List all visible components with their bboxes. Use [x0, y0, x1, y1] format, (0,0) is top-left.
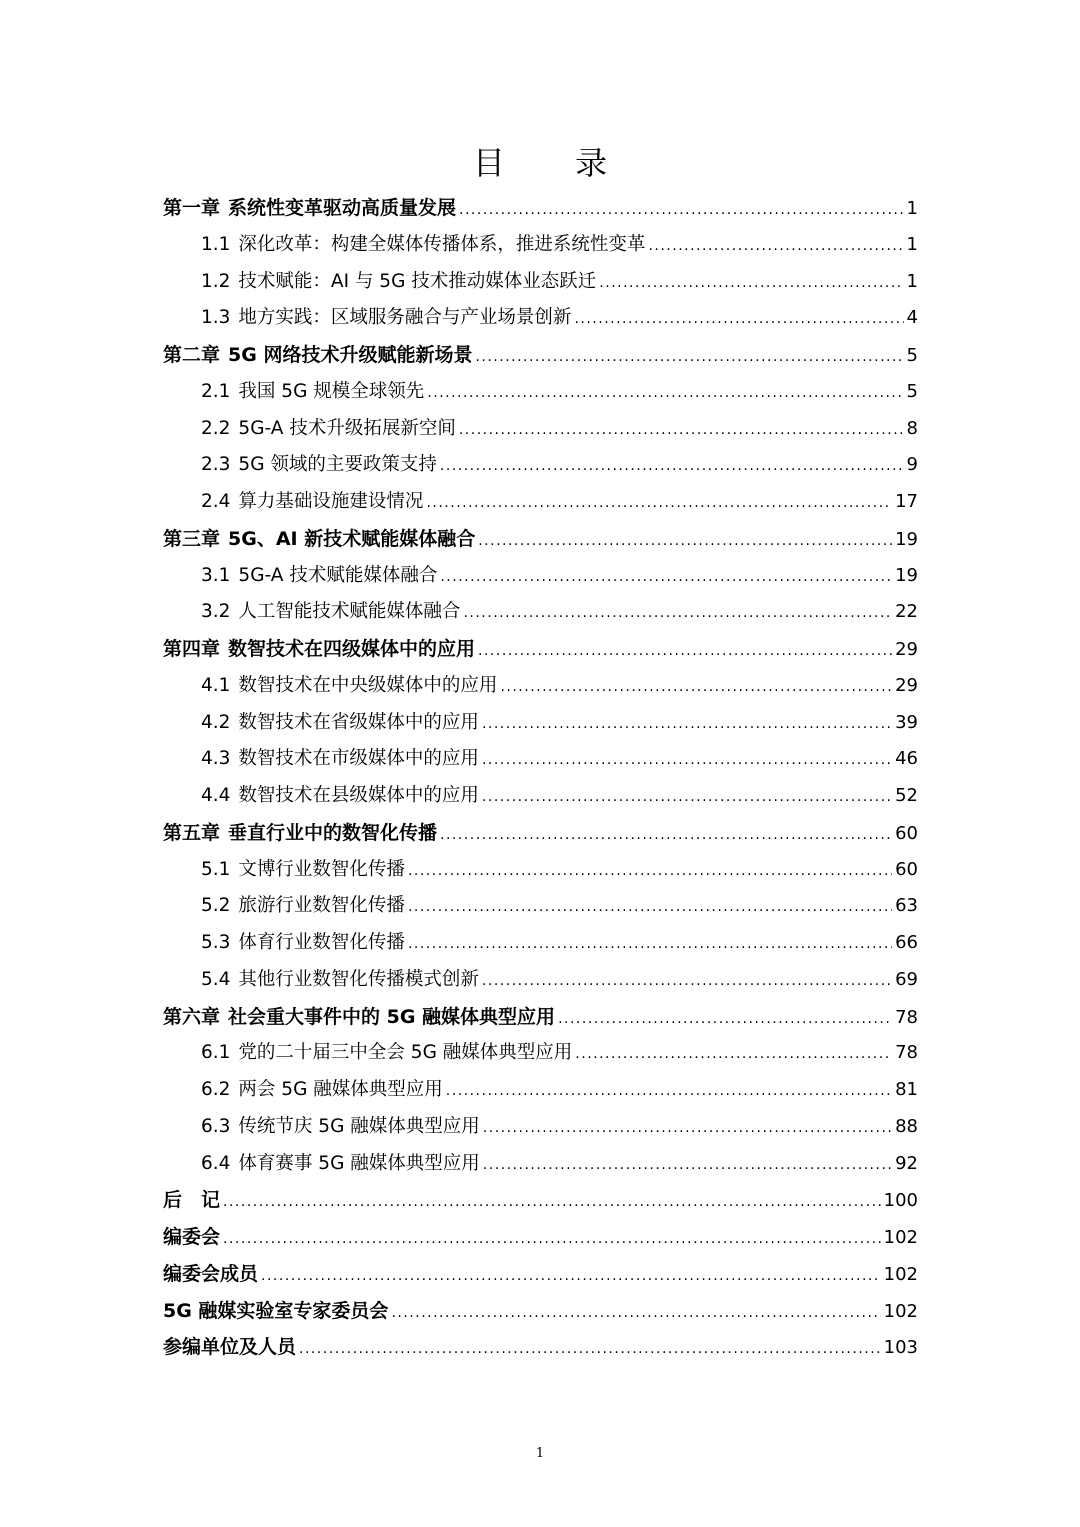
toc-entry-number: 4.3: [201, 748, 231, 770]
toc-entry-title: 5G 领域的主要政策支持: [238, 454, 437, 476]
toc-entry-title: 人工智能技术赋能媒体融合: [238, 601, 461, 623]
toc-entry-label: [201, 1109, 480, 1146]
toc-section-entry[interactable]: [163, 558, 918, 595]
toc-page-number: 1: [906, 233, 918, 255]
toc-section-entry[interactable]: [163, 1035, 918, 1072]
toc-entry-label: [201, 852, 405, 889]
toc-entry-number: 6.3: [201, 1115, 231, 1137]
toc-page-number: 52: [895, 785, 918, 806]
toc-section-entry[interactable]: [163, 962, 918, 999]
toc-section-entry[interactable]: [163, 705, 918, 742]
toc-entry-number: 4.2: [201, 711, 231, 733]
dot-leader: [426, 485, 892, 522]
toc-page-number: 66: [895, 932, 918, 953]
toc-section-entry[interactable]: [163, 1109, 918, 1146]
toc-entry-title: 5G、AI 新技术赋能媒体融合: [228, 527, 476, 550]
toc-entry-label: [201, 668, 497, 705]
dot-leader: [478, 523, 892, 560]
toc-section-entry[interactable]: [163, 300, 918, 337]
toc-entry-title: 数智技术在中央级媒体中的应用: [238, 674, 498, 696]
toc-page-number: 78: [895, 1006, 918, 1028]
toc-chapter-entry[interactable]: [163, 521, 918, 558]
toc-page-number: 63: [895, 895, 918, 917]
toc-section-entry[interactable]: [163, 264, 918, 301]
toc-entry-title: 旅游行业数智化传播: [238, 895, 405, 917]
dot-leader: [475, 339, 903, 376]
toc-entry-number: 第一章: [163, 197, 221, 219]
toc-entry-label: [201, 411, 456, 448]
toc-entry-label: [163, 631, 475, 668]
toc-entry-title: 参编单位及人员: [163, 1336, 297, 1359]
toc-page-number: 78: [895, 1042, 918, 1064]
toc-page-number: 5: [906, 380, 918, 402]
toc-entry-label: [201, 447, 437, 484]
toc-entry-label: [201, 778, 479, 815]
toc-page-number: 102: [883, 1263, 918, 1285]
dot-leader: [440, 448, 904, 485]
toc-page-number: 19: [895, 564, 918, 586]
toc-entry-label: [201, 888, 405, 925]
dot-leader: [391, 1295, 880, 1332]
toc-entry-label: [201, 1072, 443, 1109]
toc-chapter-entry[interactable]: [163, 190, 918, 227]
toc-section-entry[interactable]: [163, 778, 918, 815]
toc-entry-number: 1.1: [201, 233, 231, 255]
dot-leader: [648, 228, 903, 265]
toc-page-number: 5: [906, 345, 918, 366]
toc-entry-title: 数智技术在市级媒体中的应用: [238, 748, 479, 770]
toc-entry-number: 2.1: [201, 380, 231, 402]
toc-section-entry[interactable]: [163, 374, 918, 411]
toc-entry-title: 我国 5G 规模全球领先: [238, 380, 425, 402]
toc-entry-number: 第二章: [163, 344, 221, 366]
dot-leader: [261, 1258, 881, 1295]
toc-entry-title: 数智技术在省级媒体中的应用: [238, 711, 479, 733]
toc-entry-title: 数智技术在县级媒体中的应用: [238, 785, 479, 806]
toc-entry-number: 6.1: [201, 1042, 231, 1064]
toc-entry-label: [201, 1146, 480, 1183]
dot-leader: [558, 1001, 892, 1038]
toc-page-number: 1: [906, 198, 918, 219]
toc-entry-number: 5.1: [201, 858, 231, 880]
toc-entry-number: 5.3: [201, 932, 231, 953]
toc-page-number: 46: [895, 748, 918, 770]
toc-entry-title: 体育行业数智化传播: [238, 932, 405, 953]
dot-leader: [463, 595, 892, 632]
toc-entry-title: 地方实践：区域服务融合与产业场景创新: [238, 307, 572, 329]
toc-entry-title: 传统节庆 5G 融媒体典型应用: [238, 1115, 480, 1137]
toc-page-number: 17: [895, 491, 918, 512]
dot-leader: [299, 1331, 881, 1368]
toc-entry-number: 3.2: [201, 601, 231, 623]
toc-entry-label: [201, 227, 645, 264]
toc-page-number: 19: [895, 528, 918, 550]
toc-entry-label: [201, 374, 424, 411]
dot-leader: [459, 412, 904, 449]
dot-leader: [459, 192, 904, 229]
toc-entry-label: [163, 190, 456, 227]
toc-entry-title: 5G-A 技术升级拓展新空间: [238, 417, 456, 439]
toc-section-entry[interactable]: [163, 925, 918, 962]
toc-entry-label: [163, 521, 475, 558]
dot-leader: [408, 889, 892, 926]
toc-chapter-entry[interactable]: [163, 1219, 918, 1256]
toc-page-number: 22: [895, 601, 918, 623]
toc-section-entry[interactable]: [163, 594, 918, 631]
toc-page-number: 29: [895, 674, 918, 696]
toc-entry-title: 文博行业数智化传播: [238, 858, 405, 880]
toc-entry-title: 技术赋能：AI 与 5G 技术推动媒体业态跃迁: [238, 270, 597, 292]
toc-entry-title: 垂直行业中的数智化传播: [228, 821, 438, 844]
toc-entry-number: 4.1: [201, 674, 231, 696]
toc-entry-label: [201, 264, 596, 301]
dot-leader: [440, 817, 892, 854]
toc-entry-label: [163, 815, 437, 852]
toc-entry-label: [201, 925, 405, 962]
dot-leader: [599, 265, 903, 302]
toc-page-number: 102: [883, 1300, 918, 1322]
toc-entry-label: [201, 594, 460, 631]
toc-section-entry[interactable]: [163, 1146, 918, 1183]
dot-leader: [223, 1221, 881, 1258]
dot-leader: [427, 375, 903, 412]
toc-entry-label: [201, 741, 479, 778]
toc-chapter-entry[interactable]: [163, 1182, 918, 1219]
toc-section-entry[interactable]: [163, 484, 918, 521]
toc-section-entry[interactable]: [163, 741, 918, 778]
toc-entry-label: [163, 999, 555, 1036]
toc-entry-title: 编委会: [163, 1226, 221, 1248]
toc-entry-title: 5G 网络技术升级赋能新场景: [228, 344, 473, 366]
dot-leader: [483, 1147, 892, 1184]
toc-page-number: 92: [895, 1152, 918, 1174]
toc-page-number: 88: [895, 1115, 918, 1137]
dot-leader: [575, 1036, 892, 1073]
toc-entry-number: 6.2: [201, 1079, 231, 1100]
toc-entry-title: 系统性变革驱动高质量发展: [228, 197, 457, 219]
toc-entry-number: 5.2: [201, 895, 231, 917]
dot-leader: [223, 1184, 881, 1221]
dot-leader: [408, 926, 892, 963]
toc-page-number: 29: [895, 639, 918, 660]
toc-entry-label: [163, 1329, 296, 1366]
dot-leader: [482, 742, 892, 779]
toc-entry-title: 党的二十届三中全会 5G 融媒体典型应用: [238, 1042, 573, 1064]
dot-leader: [482, 963, 892, 1000]
toc-entry-number: 2.3: [201, 454, 231, 476]
toc-page-number: 8: [906, 417, 918, 439]
dot-leader: [446, 1073, 892, 1110]
toc-entry-number: 4.4: [201, 785, 231, 806]
table-of-contents: [163, 190, 918, 1366]
toc-page-number: 60: [895, 822, 918, 844]
toc-entry-number: 第三章: [163, 527, 221, 550]
toc-entry-number: 6.4: [201, 1152, 231, 1174]
toc-entry-title: 算力基础设施建设情况: [238, 491, 424, 512]
toc-entry-title: 其他行业数智化传播模式创新: [238, 968, 479, 990]
toc-entry-label: [163, 1256, 258, 1293]
dot-leader: [482, 779, 892, 816]
dot-leader: [500, 669, 892, 706]
toc-entry-number: 第六章: [163, 1005, 221, 1028]
toc-page-number: 100: [883, 1190, 918, 1212]
toc-entry-title: 编委会成员: [163, 1262, 259, 1285]
dot-leader: [440, 559, 892, 596]
toc-page-number: 4: [906, 307, 918, 329]
toc-entry-title: 两会 5G 融媒体典型应用: [238, 1079, 443, 1100]
toc-entry-label: [163, 1182, 220, 1219]
dot-leader: [483, 1110, 892, 1147]
toc-page-number: 9: [906, 454, 918, 476]
toc-entry-number: 5.4: [201, 968, 231, 990]
toc-page-number: 1: [906, 270, 918, 292]
toc-entry-title: 5G-A 技术赋能媒体融合: [238, 564, 438, 586]
toc-entry-number: 3.1: [201, 564, 231, 586]
toc-entry-number: 1.2: [201, 270, 231, 292]
toc-entry-label: [201, 300, 571, 337]
dot-leader: [482, 706, 892, 743]
toc-entry-label: [201, 1035, 572, 1072]
toc-entry-label: [201, 558, 437, 595]
toc-entry-title: 体育赛事 5G 融媒体典型应用: [238, 1152, 480, 1174]
toc-page-number: 39: [895, 711, 918, 733]
toc-chapter-entry[interactable]: [163, 1293, 918, 1330]
toc-entry-number: 第五章: [163, 821, 221, 844]
toc-entry-number: 1.3: [201, 307, 231, 329]
toc-entry-title: 5G 融媒实验室专家委员会: [163, 1299, 389, 1322]
toc-section-entry[interactable]: [163, 888, 918, 925]
toc-chapter-entry[interactable]: [163, 1256, 918, 1293]
toc-entry-title: 社会重大事件中的 5G 融媒体典型应用: [228, 1005, 556, 1028]
toc-entry-number: 2.2: [201, 417, 231, 439]
toc-entry-label: [201, 962, 479, 999]
toc-entry-label: [163, 337, 472, 374]
toc-entry-title: 数智技术在四级媒体中的应用: [228, 638, 476, 660]
toc-entry-title: 后 记: [163, 1189, 221, 1212]
toc-page-number: 81: [895, 1079, 918, 1100]
dot-leader: [408, 853, 892, 890]
toc-chapter-entry[interactable]: [163, 1329, 918, 1366]
toc-chapter-entry[interactable]: [163, 337, 918, 374]
page-title: 目 录: [472, 144, 638, 182]
toc-section-entry[interactable]: [163, 852, 918, 889]
toc-section-entry[interactable]: [163, 447, 918, 484]
toc-page-number: 102: [883, 1227, 918, 1248]
dot-leader: [478, 633, 892, 670]
toc-entry-number: 2.4: [201, 491, 231, 512]
dot-leader: [574, 301, 903, 338]
toc-page-number: 69: [895, 968, 918, 990]
toc-entry-number: 第四章: [163, 638, 221, 660]
toc-chapter-entry[interactable]: [163, 631, 918, 668]
toc-entry-title: 深化改革：构建全媒体传播体系，推进系统性变革: [238, 233, 646, 255]
toc-entry-label: [163, 1293, 388, 1330]
toc-entry-label: [163, 1219, 220, 1256]
toc-page-number: 60: [895, 858, 918, 880]
toc-entry-label: [201, 484, 423, 521]
toc-section-entry[interactable]: [163, 1072, 918, 1109]
toc-section-entry[interactable]: [163, 227, 918, 264]
toc-entry-label: [201, 705, 479, 742]
toc-chapter-entry[interactable]: [163, 815, 918, 852]
toc-section-entry[interactable]: [163, 668, 918, 705]
toc-page-number: 103: [883, 1337, 918, 1359]
page-number: 1: [535, 1446, 545, 1461]
toc-section-entry[interactable]: [163, 411, 918, 448]
toc-chapter-entry[interactable]: [163, 999, 918, 1036]
